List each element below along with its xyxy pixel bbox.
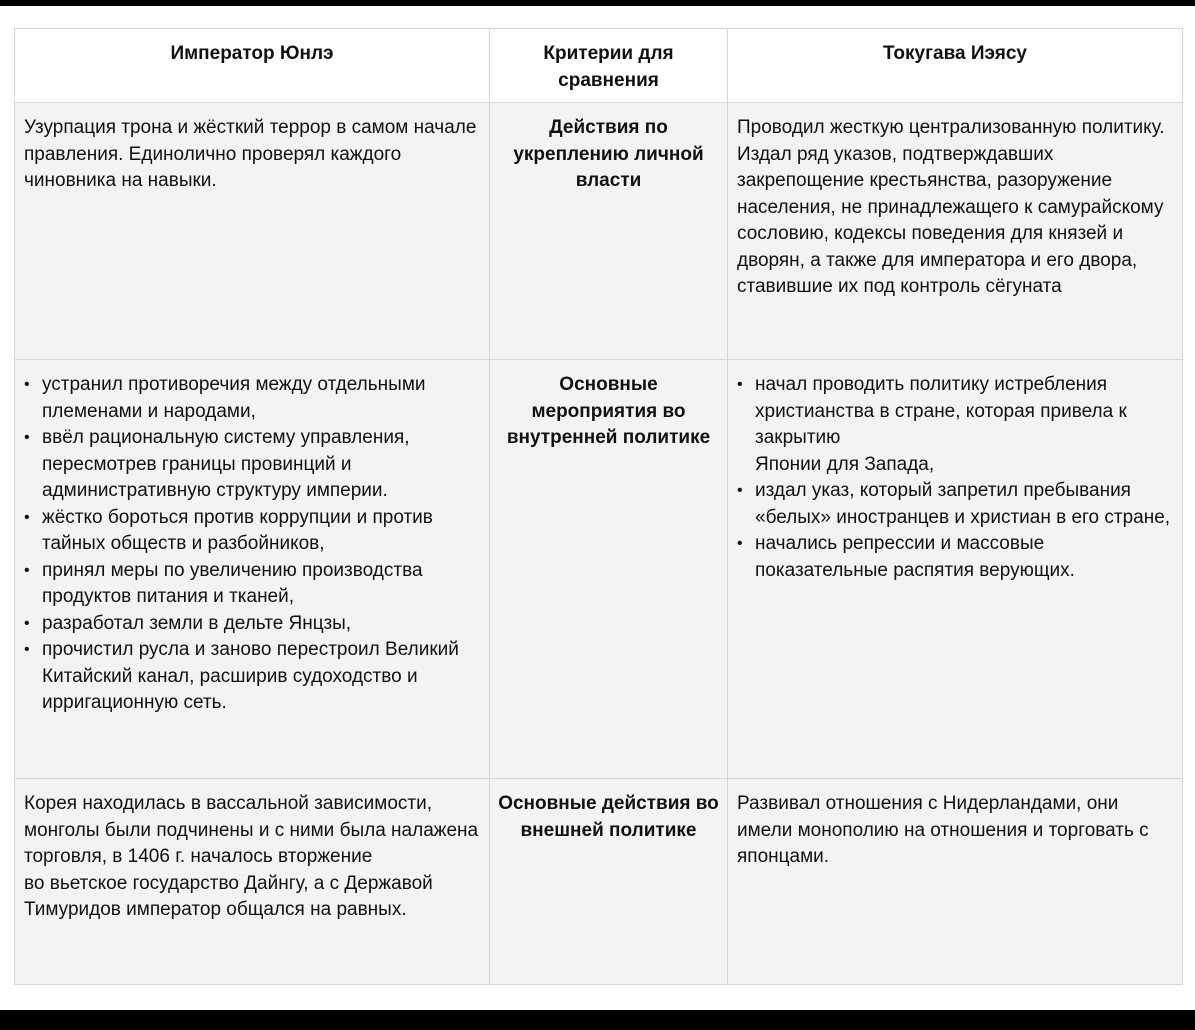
- list-item: • принял меры по увеличению производства продуктов питания и тканей,: [24, 558, 480, 611]
- criterion-power: Действия по укреплению личной власти: [490, 103, 728, 360]
- criterion-domestic: Основные мероприятия во внутренней политике: [490, 360, 728, 779]
- table-row: [15, 360, 1183, 779]
- tokugawa-domestic-cell: [728, 360, 1183, 779]
- header-row: [15, 29, 1183, 103]
- list-item: • прочистил русла и заново перестроил Великий Китайский канал, расширив судоходство и ирригационную сеть.: [24, 637, 480, 717]
- list-item: • устранил противоречия между отдельными племенами и народами,: [24, 372, 480, 425]
- tokugawa-domestic-list: [737, 372, 1173, 584]
- header-criteria: Критерии для сравнения: [490, 29, 728, 103]
- yongle-power-cell: Узурпация трона и жёсткий террор в самом начале правления. Единолично проверял каждого чиновника на навыки.: [15, 103, 490, 360]
- comparison-table: [14, 28, 1183, 985]
- bottom-black-bar: [0, 1010, 1195, 1030]
- list-item: • жёстко бороться против коррупции и против тайных обществ и разбойников,: [24, 505, 480, 558]
- list-item: • разработал земли в дельте Янцзы,: [24, 611, 480, 638]
- yongle-foreign-cell: Корея находилась в вассальной зависимости, монголы были подчинены и с ними была налажена торговля, в 1406 г. началось вторжение во вьетское государство Дайнгу, а с Державой Тимуридов император общался на равных.: [15, 779, 490, 985]
- document-page: [0, 6, 1195, 1010]
- list-item: • начал проводить политику истребления христианства в стране, которая привела к закрытию Японии для Запада,: [737, 372, 1173, 478]
- header-yongle: Император Юнлэ: [15, 29, 490, 103]
- list-item: • начались репрессии и массовые показательные распятия верующих.: [737, 531, 1173, 584]
- header-tokugawa: Токугава Иэясу: [728, 29, 1183, 103]
- tokugawa-power-cell: Проводил жесткую централизованную политику. Издал ряд указов, подтверждавших закрепощение крестьянства, разоружение населения, не принадлежащего к самурайскому сословию, кодексы поведения для князей и дворян, а также для императора и его двора, ставившие их под контроль сёгуната: [728, 103, 1183, 360]
- table-row: [15, 103, 1183, 360]
- table-row: [15, 779, 1183, 985]
- criterion-foreign: Основные действия во внешней политике: [490, 779, 728, 985]
- list-item: • ввёл рациональную систему управления, пересмотрев границы провинций и административную структуру империи.: [24, 425, 480, 505]
- yongle-domestic-list: [24, 372, 480, 717]
- yongle-domestic-cell: [15, 360, 490, 779]
- tokugawa-foreign-cell: Развивал отношения с Нидерландами, они имели монополию на отношения и торговать с японцами.: [728, 779, 1183, 985]
- list-item: • издал указ, который запретил пребывания «белых» иностранцев и христиан в его стране,: [737, 478, 1173, 531]
